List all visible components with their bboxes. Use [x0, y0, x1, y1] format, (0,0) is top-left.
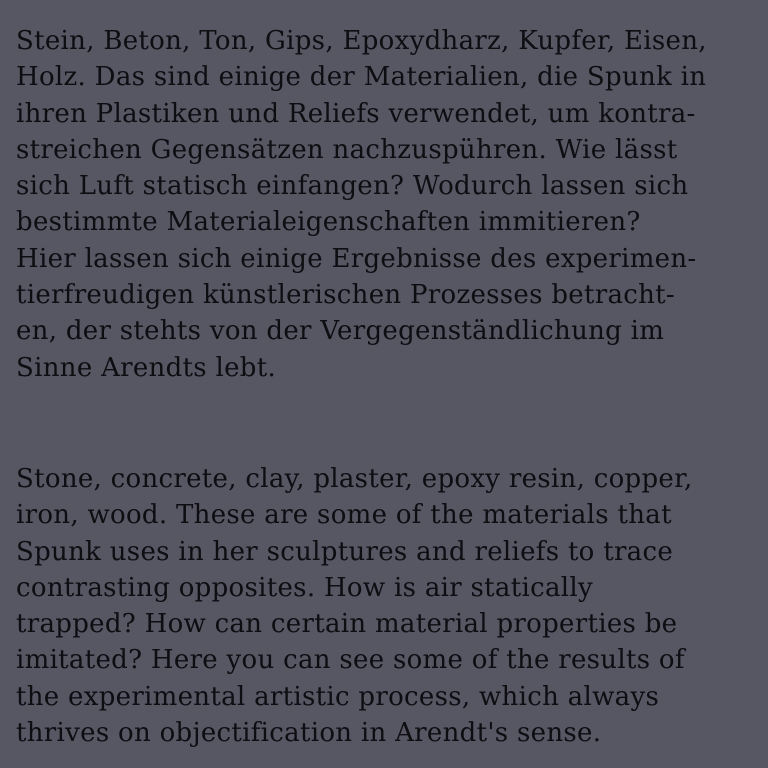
text-line: ihren Plastiken und Reliefs verwendet, um kontra-	[16, 98, 696, 129]
text-line: Sinne Arendts lebt.	[16, 352, 277, 383]
text-line: Holz. Das sind einige der Materialien, die Spunk in	[16, 62, 707, 93]
text-line: en, der stehts von der Vergegenständlichung im	[16, 316, 665, 347]
text-line: streichen Gegensätzen nachzuspühren. Wie lässt	[16, 134, 678, 165]
text-line: imitated? Here you can see some of the results of	[16, 645, 685, 676]
text-line: thrives on objectification in Arendt's sense.	[16, 718, 602, 749]
text-line: tierfreudigen künstlerischen Prozesses betracht-	[16, 280, 675, 311]
text-line: sich Luft statisch einfangen? Wodurch lassen sich	[16, 171, 689, 202]
text-line: Spunk uses in her sculptures and reliefs to trace	[16, 536, 674, 567]
text-line: the experimental artistic process, which always	[16, 681, 660, 712]
english-paragraph	[16, 461, 756, 751]
text-line: contrasting opposites. How is air statically	[16, 572, 593, 603]
text-line: Hier lassen sich einige Ergebnisse des experimen-	[16, 243, 697, 274]
german-paragraph	[16, 23, 756, 386]
text-line: bestimmte Materialeigenschaften immitieren?	[16, 207, 641, 238]
text-line: Stein, Beton, Ton, Gips, Epoxydharz, Kupfer, Eisen,	[16, 26, 707, 56]
text-line: trapped? How can certain material properties be	[16, 609, 678, 640]
text-line: iron, wood. These are some of the materials that	[16, 500, 672, 531]
text-line: Stone, concrete, clay, plaster, epoxy resin, copper,	[16, 464, 693, 494]
